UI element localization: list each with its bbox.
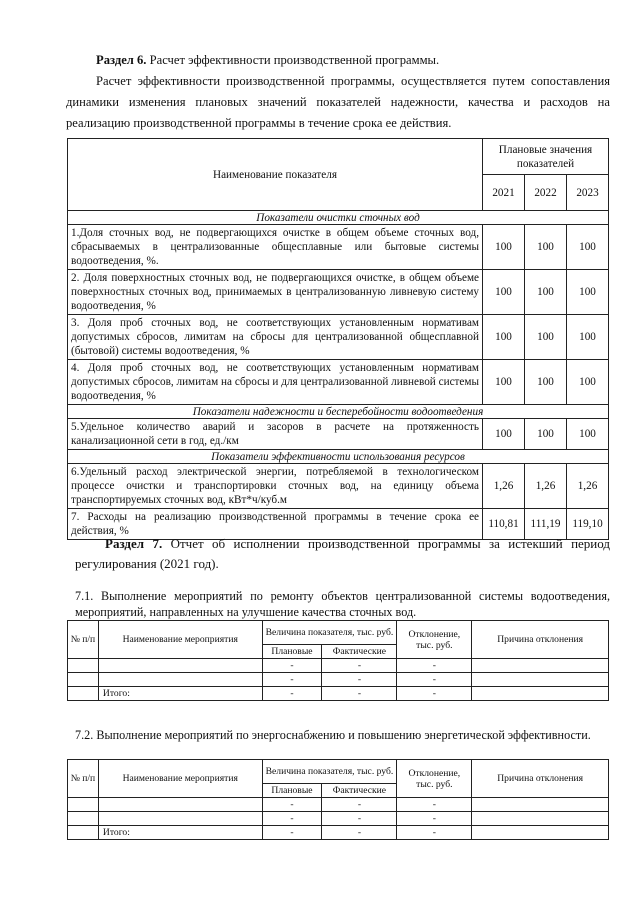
dash-cell: - — [262, 659, 322, 673]
col-event-name-header: Наименование мероприятия — [98, 760, 262, 798]
indicator-value: 100 — [525, 360, 567, 405]
indicator-name: 7. Расходы на реализацию производственной программы в течение срока ее действия, % — [68, 509, 483, 540]
dash-cell: - — [322, 812, 397, 826]
indicator-value: 100 — [567, 270, 609, 315]
empty-cell — [98, 812, 262, 826]
indicator-value: 100 — [567, 225, 609, 270]
dash-cell: - — [397, 673, 472, 687]
dash-cell: - — [262, 798, 322, 812]
section-6-paragraph: Расчет эффективности производственной программы, осуществляется путем сопоставления динамики изменения плановых значений показателей надежности, качества и расходов на реализацию производственной программы в течение срока ее действия. — [66, 74, 610, 130]
empty-cell — [472, 826, 609, 840]
empty-cell — [472, 812, 609, 826]
empty-cell — [68, 812, 99, 826]
section-7 — [75, 534, 610, 574]
col-reason-header: Причина отклонения — [472, 621, 609, 659]
indicator-name-header: Наименование показателя — [68, 139, 483, 211]
table-row — [68, 659, 609, 673]
empty-cell — [472, 673, 609, 687]
indicator-value: 100 — [483, 419, 525, 450]
col-value-header: Величина показателя, тыс. руб. — [262, 621, 397, 645]
col-deviation-header: Отклонение, тыс. руб. — [397, 621, 472, 659]
dash-cell: - — [397, 687, 472, 701]
indicator-value: 100 — [567, 360, 609, 405]
indicator-value: 100 — [483, 360, 525, 405]
indicator-row — [68, 315, 609, 360]
dash-cell: - — [322, 673, 397, 687]
dash-cell: - — [322, 659, 397, 673]
indicator-value: 111,19 — [525, 509, 567, 540]
empty-cell — [68, 826, 99, 840]
dash-cell: - — [397, 798, 472, 812]
indicator-value: 100 — [567, 315, 609, 360]
table-row — [68, 673, 609, 687]
section-6-label: Раздел 6. — [96, 53, 147, 67]
col-number-header: № п/п — [68, 621, 99, 659]
table-row — [68, 812, 609, 826]
empty-cell — [98, 659, 262, 673]
total-row — [68, 687, 609, 701]
indicator-value: 1,26 — [525, 464, 567, 509]
indicator-row — [68, 270, 609, 315]
indicator-name: 3. Доля проб сточных вод, не соответствующих установленным нормативам допустимых сбросов, лимитам на сбросы для централизованной общесплавной (бытовой) системы водоотведения, % — [68, 315, 483, 360]
section-6-heading — [66, 50, 610, 71]
col-reason-header: Причина отклонения — [472, 760, 609, 798]
dash-cell: - — [322, 826, 397, 840]
col-value-header: Величина показателя, тыс. руб. — [262, 760, 397, 784]
section-7-label: Раздел 7. — [105, 536, 163, 551]
dash-cell: - — [262, 687, 322, 701]
group-heading: Показатели эффективности использования ресурсов — [68, 450, 609, 464]
year-header: 2021 — [483, 175, 525, 211]
col-planned-header: Плановые — [262, 645, 322, 659]
empty-cell — [472, 659, 609, 673]
col-actual-header: Фактические — [322, 784, 397, 798]
planned-values-header: Плановые значения показателей — [483, 139, 609, 175]
energy-events-table — [67, 759, 609, 840]
dash-cell: - — [262, 812, 322, 826]
indicator-value: 100 — [525, 270, 567, 315]
group-heading: Показатели надежности и бесперебойности водоотведения — [68, 405, 609, 419]
total-label: Итого: — [98, 826, 262, 840]
indicator-value: 100 — [567, 419, 609, 450]
group-heading: Показатели очистки сточных вод — [68, 211, 609, 225]
indicator-value: 100 — [525, 225, 567, 270]
empty-cell — [68, 673, 99, 687]
indicator-name: 1.Доля сточных вод, не подвергающихся очистке в общем объеме сточных вод, сбрасываемых в централизованные общесплавные или бытовые системы водоотведения, %. — [68, 225, 483, 270]
subsection-7-1: 7.1. Выполнение мероприятий по ремонту объектов централизованной системы водоотведения, мероприятий, направленных на улучшение качества сточных вод. — [75, 589, 610, 619]
indicator-row — [68, 360, 609, 405]
dash-cell: - — [397, 659, 472, 673]
empty-cell — [68, 798, 99, 812]
col-planned-header: Плановые — [262, 784, 322, 798]
col-deviation-header: Отклонение, тыс. руб. — [397, 760, 472, 798]
indicator-value: 100 — [525, 419, 567, 450]
empty-cell — [472, 687, 609, 701]
indicator-value: 100 — [483, 270, 525, 315]
section-7-heading — [75, 534, 610, 574]
table-row — [68, 798, 609, 812]
year-header: 2022 — [525, 175, 567, 211]
dash-cell: - — [262, 673, 322, 687]
repair-events-table — [67, 620, 609, 701]
indicators-table — [67, 138, 609, 540]
col-number-header: № п/п — [68, 760, 99, 798]
indicator-row — [68, 464, 609, 509]
dash-cell: - — [322, 687, 397, 701]
dash-cell: - — [322, 798, 397, 812]
indicator-row — [68, 225, 609, 270]
indicator-value: 1,26 — [567, 464, 609, 509]
empty-cell — [98, 673, 262, 687]
dash-cell: - — [397, 826, 472, 840]
section-6-title: Расчет эффективности производственной программы. — [146, 53, 440, 67]
indicator-name: 2. Доля поверхностных сточных вод, не подвергающихся очистке, в общем объеме поверхностных сточных вод, принимаемых в централизованную ливневую систему водоотведения, % — [68, 270, 483, 315]
col-event-name-header: Наименование мероприятия — [98, 621, 262, 659]
section-7-title: Отчет об исполнении производственной программы за истекший период регулирования (2021 год). — [75, 536, 610, 571]
indicator-value: 110,81 — [483, 509, 525, 540]
dash-cell: - — [262, 826, 322, 840]
indicator-value: 100 — [483, 225, 525, 270]
empty-cell — [98, 798, 262, 812]
subsection-7-2: 7.2. Выполнение мероприятий по энергоснабжению и повышению энергетической эффективности. — [75, 728, 591, 742]
indicator-row — [68, 419, 609, 450]
indicator-value: 100 — [525, 315, 567, 360]
section-6 — [66, 50, 610, 134]
empty-cell — [472, 798, 609, 812]
empty-cell — [68, 687, 99, 701]
year-header: 2023 — [567, 175, 609, 211]
total-row — [68, 826, 609, 840]
col-actual-header: Фактические — [322, 645, 397, 659]
empty-cell — [68, 659, 99, 673]
indicator-name: 6.Удельный расход электрической энергии, потребляемой в технологическом процессе очистки и транспортировки сточных вод, на единицу объема транспортируемых сточных вод, кВт*ч/куб.м — [68, 464, 483, 509]
total-label: Итого: — [98, 687, 262, 701]
indicator-value: 100 — [483, 315, 525, 360]
dash-cell: - — [397, 812, 472, 826]
indicator-name: 5.Удельное количество аварий и засоров в расчете на протяженность канализационной сети в год, ед./км — [68, 419, 483, 450]
indicator-value: 119,10 — [567, 509, 609, 540]
indicator-name: 4. Доля проб сточных вод, не соответствующих установленным нормативам допустимых сбросов, лимитам на сбросы и для централизованной ливневой системы водоотведения, % — [68, 360, 483, 405]
indicator-value: 1,26 — [483, 464, 525, 509]
